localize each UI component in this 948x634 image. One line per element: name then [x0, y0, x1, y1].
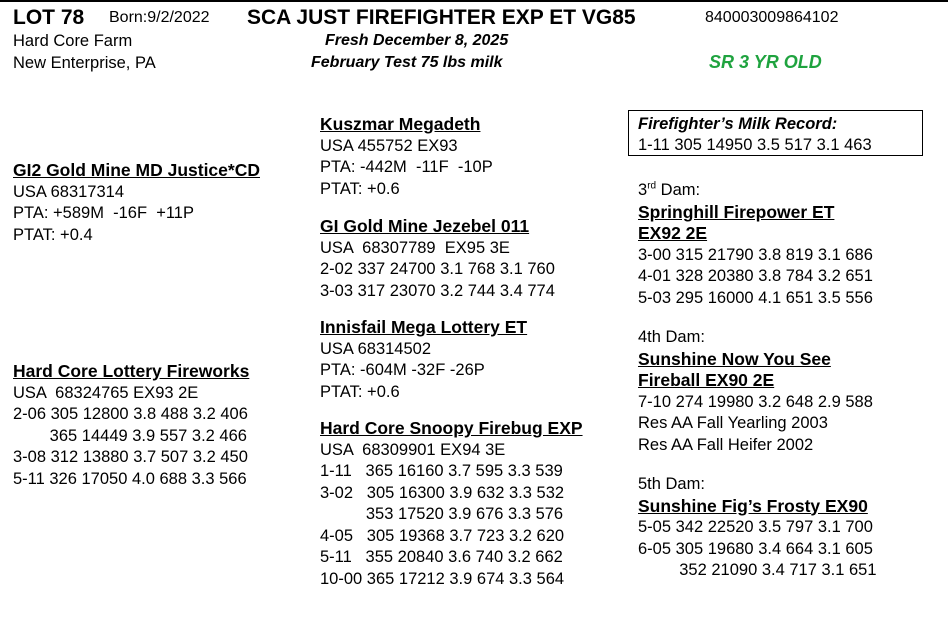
sire-line: USA 68317314: [13, 182, 125, 201]
third-dam-line: 4-01 328 20380 3.8 784 3.2 651: [638, 267, 873, 285]
dam-dam-line: 5-11 355 20840 3.6 740 3.2 662: [320, 548, 563, 566]
dam-dam-line: 353 17520 3.9 676 3.3 576: [320, 505, 564, 523]
milk-record-title: Firefighter’s Milk Record:: [638, 115, 838, 133]
fourth-dam-block: [638, 327, 873, 456]
fifth-dam-name: Sunshine Fig’s Frosty EX90: [638, 495, 868, 516]
lot-number: LOT 78: [13, 6, 85, 29]
sire-sire-line: PTAT: +0.6: [320, 179, 400, 198]
dam-sire-line: PTAT: +0.6: [320, 382, 400, 401]
animal-name: SCA JUST FIREFIGHTER EXP ET VG85: [247, 6, 636, 29]
milk-record-line: 1-11 305 14950 3.5 517 3.1 463: [638, 136, 872, 154]
dam-line: 3-08 312 13880 3.7 507 3.2 450: [13, 448, 248, 466]
third-dam-classification: EX92 2E: [638, 223, 708, 243]
fifth-dam-line: 6-05 305 19680 3.4 664 3.1 605: [638, 539, 873, 558]
sire-name: GI2 Gold Mine MD Justice*CD: [13, 160, 260, 180]
third-dam-name: Springhill Firepower ET: [638, 201, 835, 222]
fifth-dam-line: 5-05 342 22520 3.5 797 3.1 700: [638, 518, 873, 536]
dam-dam-line: 1-11 365 16160 3.7 595 3.3 539: [320, 462, 563, 480]
sire-dam-line: USA 68307789 EX95 3E: [320, 238, 510, 257]
third-dam-block: [638, 180, 873, 309]
sire-dam-name: GI Gold Mine Jezebel 011: [320, 216, 530, 236]
fourth-dam-line: Res AA Fall Yearling 2003: [638, 414, 828, 432]
dam-block: [13, 361, 249, 490]
fifth-dam-block: [638, 474, 877, 582]
fifth-dam-line: 352 21090 3.4 717 3.1 651: [638, 561, 877, 579]
sire-dam-block: [320, 216, 555, 302]
dam-name: Hard Core Lottery Fireworks: [13, 361, 250, 381]
milk-record-box: [628, 110, 923, 156]
dam-dam-block: [320, 418, 583, 590]
sire-sire-line: PTA: -442M -11F -10P: [320, 158, 493, 176]
sire-line: PTA: +589M -16F +11P: [13, 204, 194, 222]
dam-dam-line: USA 68309901 EX94 3E: [320, 440, 506, 459]
third-dam-line: 3-00 315 21790 3.8 819 3.1 686: [638, 245, 873, 264]
dam-sire-block: [320, 317, 527, 403]
dam-dam-line: 3-02 305 16300 3.9 632 3.3 532: [320, 483, 565, 502]
dam-sire-line: USA 68314502: [320, 339, 432, 358]
sire-block: [13, 160, 260, 246]
fifth-dam-label: 5th Dam:: [638, 475, 705, 493]
dam-line: 2-06 305 12800 3.8 488 3.2 406: [13, 405, 248, 423]
dam-line: USA 68324765 EX93 2E: [13, 383, 199, 402]
dam-sire-line: PTA: -604M -32F -26P: [320, 361, 485, 379]
fourth-dam-label: 4th Dam:: [638, 328, 705, 346]
consignor-location: New Enterprise, PA: [13, 54, 156, 72]
fourth-dam-line: Res AA Fall Heifer 2002: [638, 435, 814, 454]
dam-dam-line: 4-05 305 19368 3.7 723 3.2 620: [320, 526, 565, 545]
consignor-farm: Hard Core Farm: [13, 32, 133, 50]
third-dam-label: 3rd Dam:: [638, 180, 701, 199]
birth-date: Born:9/2/2022: [109, 9, 210, 26]
sire-sire-block: [320, 114, 493, 200]
third-dam-line: 5-03 295 16000 4.1 651 3.5 556: [638, 288, 873, 307]
dam-sire-name: Innisfail Mega Lottery ET: [320, 317, 528, 337]
fresh-date: Fresh December 8, 2025: [325, 32, 509, 49]
sire-sire-line: USA 455752 EX93: [320, 136, 458, 155]
dam-dam-name: Hard Core Snoopy Firebug EXP: [320, 418, 583, 438]
sire-dam-line: 3-03 317 23070 3.2 744 3.4 774: [320, 281, 555, 300]
dam-dam-line: 10-00 365 17212 3.9 674 3.3 564: [320, 569, 565, 588]
fourth-dam-line: 7-10 274 19980 3.2 648 2.9 588: [638, 392, 873, 411]
dam-line: 365 14449 3.9 557 3.2 466: [13, 426, 247, 445]
fourth-dam-classification: Fireball EX90 2E: [638, 370, 775, 390]
sire-sire-name: Kuszmar Megadeth: [320, 114, 481, 134]
sire-dam-line: 2-02 337 24700 3.1 768 3.1 760: [320, 260, 555, 278]
fourth-dam-name: Sunshine Now You See: [638, 348, 831, 369]
sire-line: PTAT: +0.4: [13, 225, 93, 244]
registration-number: 840003009864102: [705, 9, 839, 26]
top-rule: [0, 0, 948, 2]
age-class-badge: SR 3 YR OLD: [709, 52, 822, 72]
dam-line: 5-11 326 17050 4.0 688 3.3 566: [13, 469, 247, 488]
test-note: February Test 75 lbs milk: [311, 54, 503, 71]
